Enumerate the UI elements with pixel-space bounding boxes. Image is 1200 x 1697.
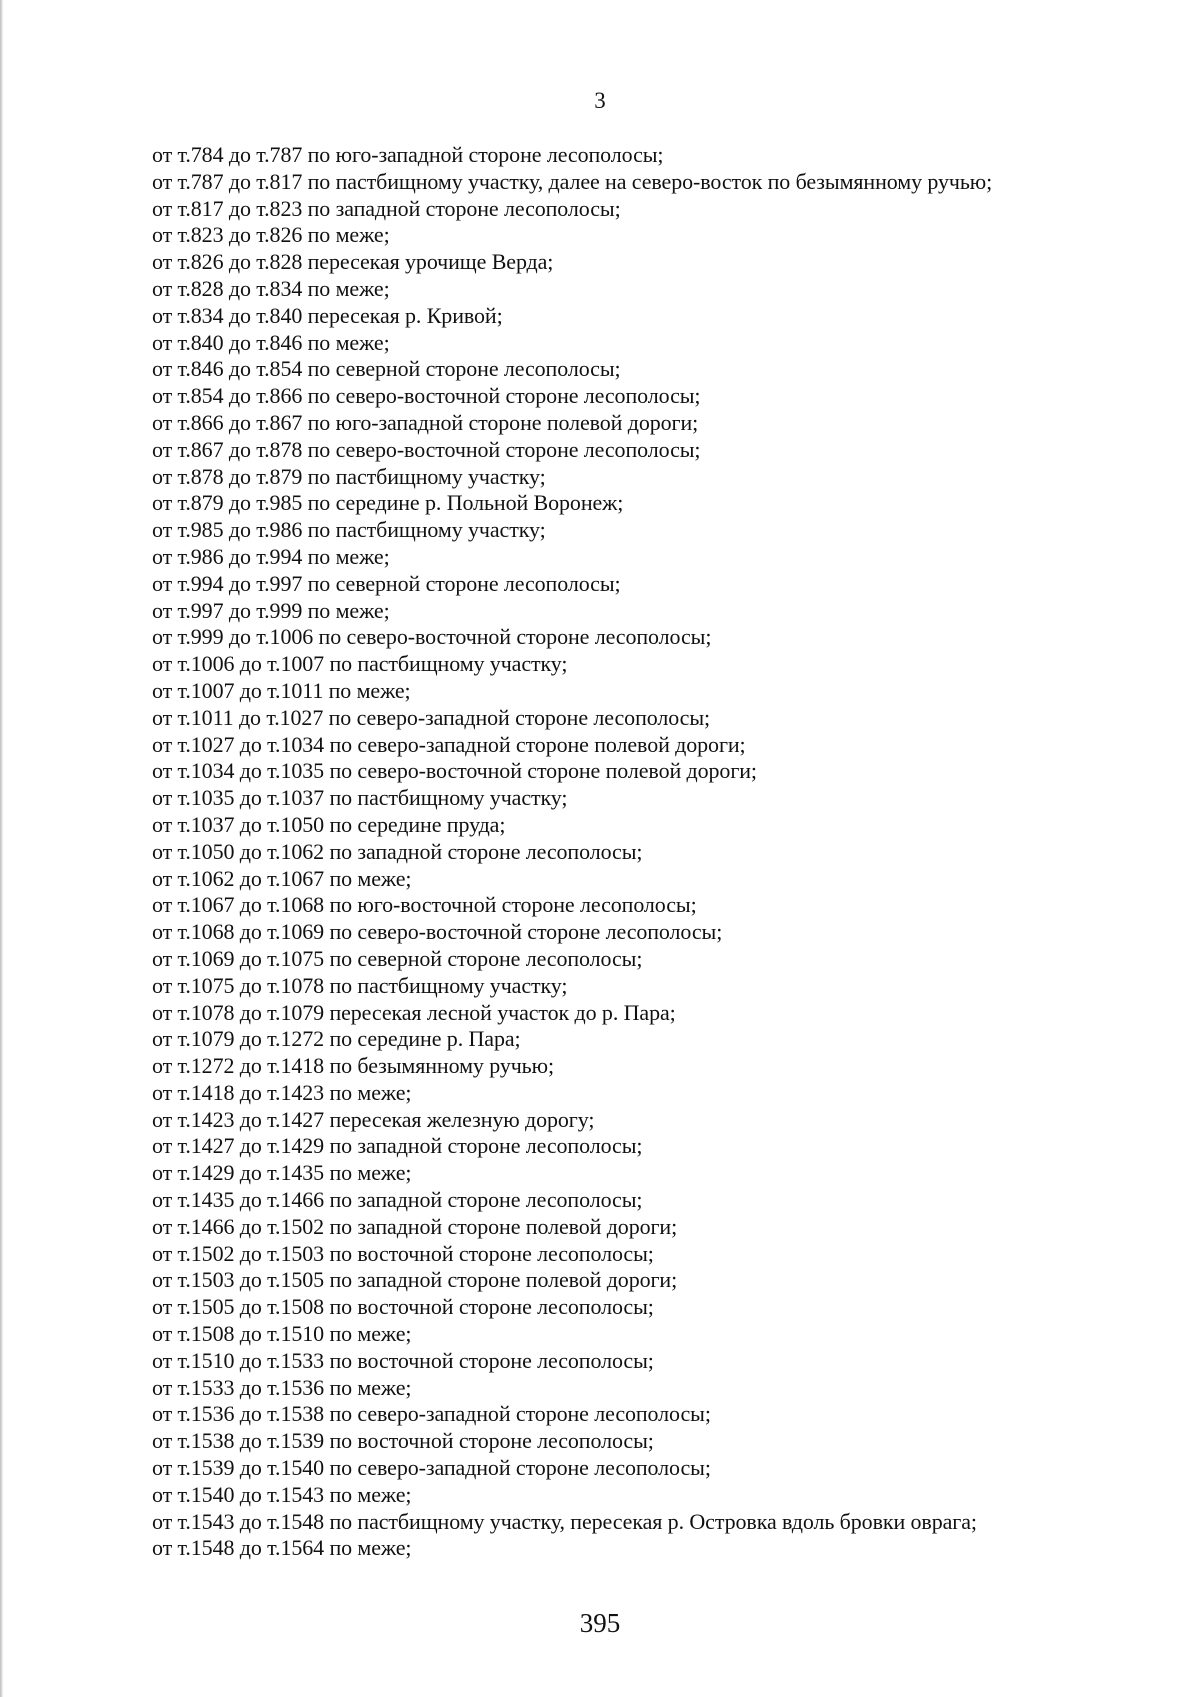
boundary-line: от т.828 до т.834 по меже; <box>152 275 390 301</box>
boundary-line: от т.997 до т.999 по меже; <box>152 597 390 623</box>
boundary-line: от т.1435 до т.1466 по западной стороне лесополосы; <box>152 1187 643 1213</box>
boundary-line: от т.1034 до т.1035 по северо-восточной стороне полевой дороги; <box>152 758 757 784</box>
scan-edge <box>0 0 3 1697</box>
boundary-line: от т.1429 до т.1435 по меже; <box>152 1160 412 1186</box>
boundary-line: от т.878 до т.879 по пастбищному участку; <box>152 463 546 489</box>
boundary-line: от т.854 до т.866 по северо-восточной стороне лесополосы; <box>152 383 701 409</box>
boundary-line: от т.1466 до т.1502 по западной стороне полевой дороги; <box>152 1213 678 1239</box>
boundary-line: от т.834 до т.840 пересекая р. Кривой; <box>152 302 503 328</box>
page-number-top: 3 <box>594 88 606 113</box>
boundary-line: от т.817 до т.823 по западной стороне лесополосы; <box>152 195 621 221</box>
boundary-line: от т.1037 до т.1050 по середине пруда; <box>152 811 506 837</box>
boundary-line: от т.1427 до т.1429 по западной стороне лесополосы; <box>152 1133 643 1159</box>
boundary-line: от т.1533 до т.1536 по меже; <box>152 1374 412 1400</box>
boundary-line: от т.1075 до т.1078 по пастбищному участку; <box>152 972 568 998</box>
boundary-line: от т.999 до т.1006 по северо-восточной стороне лесополосы; <box>152 624 712 650</box>
boundary-line: от т.1505 до т.1508 по восточной стороне лесополосы; <box>152 1294 654 1320</box>
boundary-line: от т.1502 до т.1503 по восточной стороне лесополосы; <box>152 1240 654 1266</box>
boundary-line: от т.1540 до т.1543 по меже; <box>152 1481 412 1507</box>
boundary-line: от т.1536 до т.1538 по северо-западной стороне лесополосы; <box>152 1401 711 1427</box>
boundary-line: от т.1539 до т.1540 по северо-западной стороне лесополосы; <box>152 1455 711 1481</box>
boundary-line: от т.986 до т.994 по меже; <box>152 543 390 569</box>
boundary-line: от т.1423 до т.1427 пересекая железную дорогу; <box>152 1106 595 1132</box>
boundary-line: от т.985 до т.986 по пастбищному участку; <box>152 517 546 543</box>
boundary-line: от т.1503 до т.1505 по западной стороне полевой дороги; <box>152 1267 678 1293</box>
boundary-line: от т.1035 до т.1037 по пастбищному участку; <box>152 785 568 811</box>
boundary-line: от т.1006 до т.1007 по пастбищному участку; <box>152 651 568 677</box>
boundary-line: от т.1062 до т.1067 по меже; <box>152 865 412 891</box>
boundary-line: от т.1078 до т.1079 пересекая лесной участок до р. Пара; <box>152 999 676 1025</box>
boundary-line: от т.846 до т.854 по северной стороне лесополосы; <box>152 356 621 382</box>
boundary-line: от т.784 до т.787 по юго-западной стороне лесополосы; <box>152 142 664 167</box>
boundary-line: от т.1508 до т.1510 по меже; <box>152 1321 412 1347</box>
boundary-line: от т.1050 до т.1062 по западной стороне лесополосы; <box>152 838 643 864</box>
boundary-line: от т.823 до т.826 по меже; <box>152 222 390 248</box>
boundary-line: от т.1418 до т.1423 по меже; <box>152 1079 412 1105</box>
boundary-line: от т.1272 до т.1418 по безымянному ручью; <box>152 1053 554 1079</box>
boundary-line: от т.879 до т.985 по середине р. Польной Воронеж; <box>152 490 624 516</box>
boundary-line: от т.1510 до т.1533 по восточной стороне лесополосы; <box>152 1347 654 1373</box>
boundary-line: от т.1538 до т.1539 по восточной стороне лесополосы; <box>152 1428 654 1454</box>
page-number-bottom: 395 <box>579 1608 621 1638</box>
boundary-line: от т.1543 до т.1548 по пастбищному участку, пересекая р. Островка вдоль бровки оврага; <box>152 1508 977 1534</box>
boundary-line: от т.1079 до т.1272 по середине р. Пара; <box>152 1026 521 1052</box>
boundary-line: от т.866 до т.867 по юго-западной стороне полевой дороги; <box>152 409 699 435</box>
boundary-line: от т.1548 до т.1564 по меже; <box>152 1535 412 1561</box>
boundary-line: от т.826 до т.828 пересекая урочище Верда; <box>152 249 554 275</box>
boundary-line: от т.1068 до т.1069 по северо-восточной стороне лесополосы; <box>152 919 723 945</box>
boundary-line: от т.1007 до т.1011 по меже; <box>152 677 411 703</box>
boundary-line: от т.1011 до т.1027 по северо-западной стороне лесополосы; <box>152 704 711 730</box>
boundary-line: от т.840 до т.846 по меже; <box>152 329 390 355</box>
boundary-line: от т.994 до т.997 по северной стороне лесополосы; <box>152 570 621 596</box>
boundary-line: от т.1069 до т.1075 по северной стороне лесополосы; <box>152 945 643 971</box>
boundary-line: от т.1067 до т.1068 по юго-восточной стороне лесополосы; <box>152 892 697 918</box>
boundary-line: от т.787 до т.817 по пастбищному участку, далее на северо-восток по безымянному ручью; <box>152 168 993 194</box>
boundary-line: от т.867 до т.878 по северо-восточной стороне лесополосы; <box>152 436 701 462</box>
boundary-line: от т.1027 до т.1034 по северо-западной стороне полевой дороги; <box>152 731 746 757</box>
boundary-description-list <box>152 142 1162 1562</box>
